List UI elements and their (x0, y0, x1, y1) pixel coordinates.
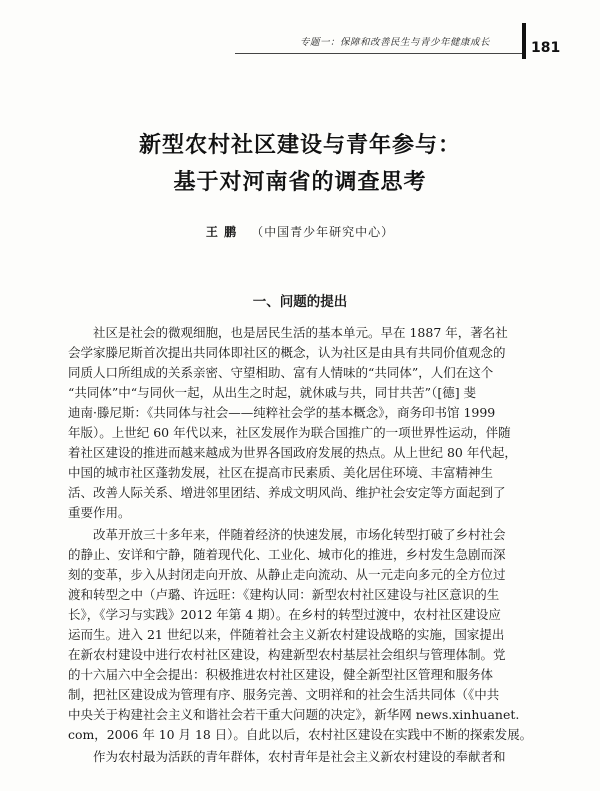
text-line: 活、改善人际关系、增进邻里团结、养成文明风尚、维护社会安定等方面起到了 (68, 485, 506, 500)
author-line (0, 223, 600, 240)
header-bar (522, 23, 526, 59)
page-number: 181 (531, 40, 561, 56)
text-line: com，2006 年 10 月 18 日）。自此以后，农村社区建设在实践中不断的探索发展。 (68, 727, 533, 742)
text-line: 制，把社区建设成为管理有序、服务完善、文明祥和的社会生活共同体（《中共 (68, 687, 500, 702)
running-header: 专题一：保障和改善民生与青少年健康成长 (300, 37, 491, 48)
text-line: 重要作用。 (68, 505, 131, 520)
author-affiliation: （中国青少年研究中心） (251, 225, 395, 239)
text-line: 改革开放三十多年来，伴随着经济的快速发展，市场化转型打破了乡村社会 (68, 527, 506, 542)
text-line: 着社区建设的推进而越来越成为世界各国政府发展的热点。从上世纪 80 年代起， (68, 445, 517, 460)
text-line: 同质人口所组成的关系亲密、守望相助、富有人情味的“共同体”，人们在这个 (68, 365, 494, 380)
text-line: 长》，《学习与实践》2012 年第 4 期）。在乡村的转型过渡中，农村社区建设应 (68, 607, 501, 622)
text-line: 渡和转型之中（卢璐、许远旺：《建构认同：新型农村社区建设与社区意识的生 (68, 587, 500, 602)
text-line: 的静止、安详和宁静，随着现代化、工业化、城市化的推进，乡村发生急剧而深 (68, 547, 506, 562)
text-line: 迪南·滕尼斯：《共同体与社会——纯粹社会学的基本概念》，商务印书馆 1999 (68, 405, 496, 420)
text-line: 年版）。上世纪 60 年代以来，社区发展作为联合国推广的一项世界性运动，伴随 (68, 425, 511, 440)
text-line: 社区是社会的微观细胞，也是居民生活的基本单元。早在 1887 年，著名社 (68, 325, 508, 340)
text-line: 在新农村建设中进行农村社区建设，构建新型农村基层社会组织与管理体制。党 (68, 647, 506, 662)
text-line: 刻的变革，步入从封闭走向开放、从静止走向流动、从一元走向多元的全方位过 (68, 567, 506, 582)
text-line: 中国的城市社区蓬勃发展，社区在提高市民素质、美化居住环境、丰富精神生 (68, 465, 494, 480)
header-rule (235, 53, 525, 54)
text-line: 作为农村最为活跃的青年群体，农村青年是社会主义新农村建设的奉献者和 (68, 749, 506, 764)
section-heading: 一、问题的提出 (252, 294, 348, 310)
text-line: “共同体”中“与同伙一起，从出生之时起，就休戚与共，同甘共苦”（[德] 斐 (68, 385, 477, 400)
article-title-line-2: 基于对河南省的调查思考 (173, 169, 427, 195)
text-line: 会学家滕尼斯首次提出共同体即社区的概念，认为社区是由具有共同价值观念的 (68, 345, 506, 360)
text-line: 中央关于构建社会主义和谐社会若干重大问题的决定》，新华网 news.xinhuanet. (68, 707, 520, 722)
text-line: 的十六届六中全会提出：积极推进农村社区建设，健全新型社区管理和服务体 (68, 667, 494, 682)
article-title-line-1: 新型农村社区建设与青年参与： (138, 132, 461, 158)
author-name: 王 鹏 (205, 225, 238, 239)
text-line: 运而生。进入 21 世纪以来，伴随着社会主义新农村建设战略的实施，国家提出 (68, 627, 505, 642)
